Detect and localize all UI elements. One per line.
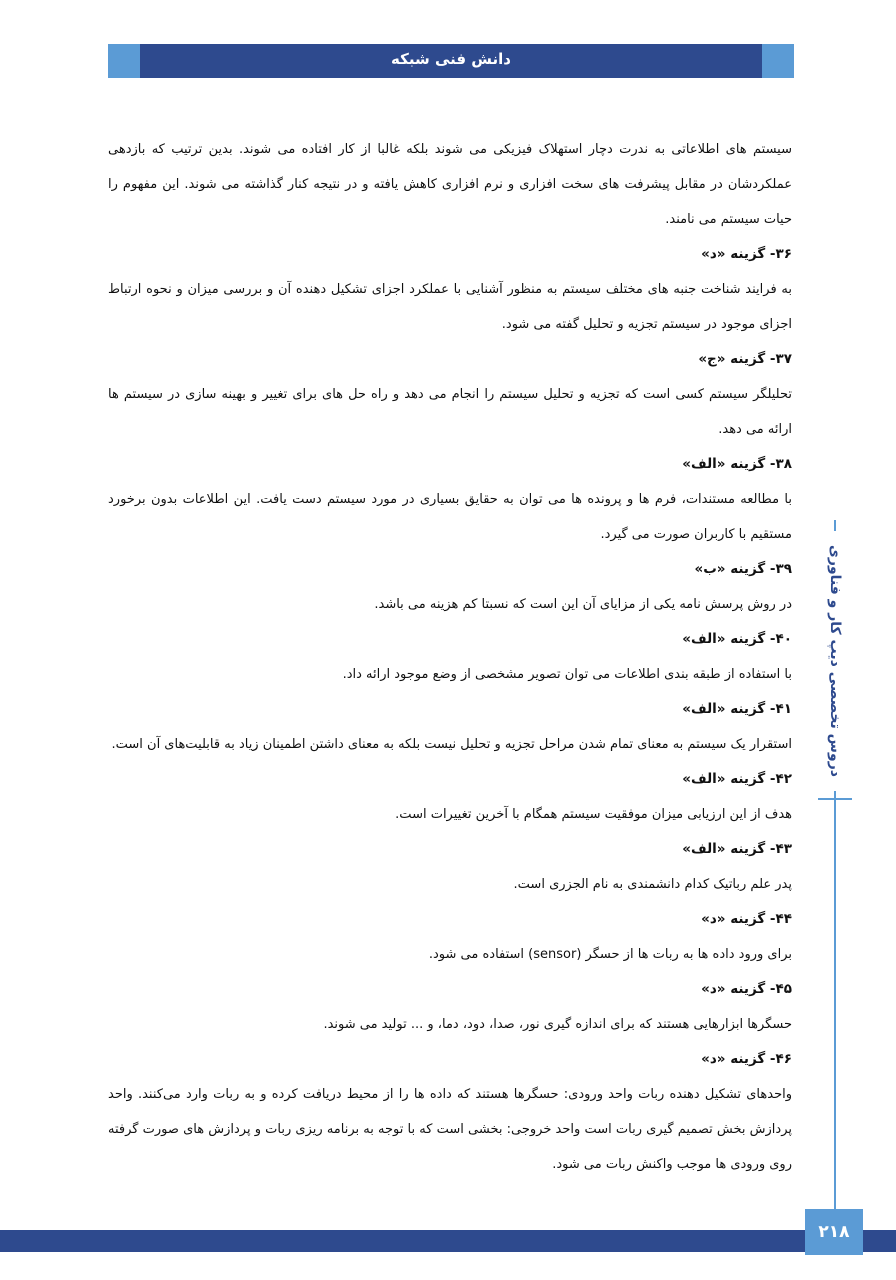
header-main-band: [140, 44, 762, 78]
paragraph: تحلیلگر سیستم کسی است که تجزیه و تحلیل سیستم را انجام می دهد و راه حل های برای تغییر و بهینه سازی در سیستم ها ارائه می دهد.: [108, 387, 792, 437]
header-bar: [108, 44, 794, 78]
answer-content: [108, 132, 792, 1182]
answer-heading-46: ۴۶- گزینه «د»: [701, 1051, 792, 1067]
paragraph: سیستم های اطلاعاتی به ندرت دچار استهلاک فیزیکی می شوند بلکه غالبا از کار افتاده می شوند. بدین ترتیب که بازدهی عملکردشان در مقابل پیشرفت های سخت افزاری و نرم افزاری کاهش یافته و در نتیجه کنار گذاشته می شوند. این مفهوم را حیات سیستم می نامند.: [108, 142, 792, 227]
answer-heading-39: ۳۹- گزینه «ب»: [694, 561, 792, 577]
paragraph: هدف از این ارزیابی میزان موفقیت سیستم همگام با آخرین تغییرات است.: [395, 807, 792, 822]
answer-heading-42: ۴۲- گزینه «الف»: [682, 771, 792, 787]
answer-heading-44: ۴۴- گزینه «د»: [701, 911, 792, 927]
answer-heading-45: ۴۵- گزینه «د»: [701, 981, 792, 997]
answer-heading-38: ۳۸- گزینه «الف»: [682, 456, 792, 472]
answer-heading-37: ۳۷- گزینه «ج»: [698, 351, 792, 367]
answer-heading-41: ۴۱- گزینه «الف»: [682, 701, 792, 717]
page-number: ۲۱۸: [805, 1209, 863, 1255]
answer-heading-40: ۴۰- گزینه «الف»: [682, 631, 792, 647]
footer-bar: [0, 1230, 896, 1252]
header-right-accent: [762, 44, 794, 78]
paragraph: واحدهای تشکیل دهنده ربات واحد ورودی: حسگرها هستند که داده ها را از محیط دریافت کرده و به ربات وارد می‌کنند. واحد پردازش بخش تصمیم گیری ربات است واحد خروجی: بخشی است که با توجه به برنامه ریزی ربات و پردازش های صورت گرفته روی ورودی ها موجب واکنش ربات می شود.: [108, 1087, 792, 1172]
answer-heading-36: ۳۶- گزینه «د»: [701, 246, 792, 262]
answer-heading-43: ۴۳- گزینه «الف»: [682, 841, 792, 857]
header-title: دانش فنی شبکه: [391, 50, 511, 68]
side-section-label: دروس تخصصی دیپ کار و فناوری: [822, 531, 848, 791]
paragraph: با مطالعه مستندات، فرم ها و پرونده ها می توان به حقایق بسیاری در مورد سیستم دست یافت. این اطلاعات بدون برخورد مستقیم با کاربران صورت می گیرد.: [108, 492, 792, 542]
paragraph: حسگرها ابزارهایی هستند که برای اندازه گیری نور، صدا، دود، دما، و ... تولید می شوند.: [323, 1017, 792, 1032]
side-divider-tick: [818, 798, 852, 800]
paragraph: استقرار یک سیستم به معنای تمام شدن مراحل تجزیه و تحلیل نیست بلکه به معنای داشتن اطمینان زیاد به قابلیت‌های آن است.: [111, 737, 792, 752]
paragraph: با استفاده از طبقه بندی اطلاعات می توان تصویر مشخصی از وضع موجود ارائه داد.: [342, 667, 792, 682]
header-left-accent: [108, 44, 140, 78]
paragraph: در روش پرسش نامه یکی از مزایای آن این است که نسبتا کم هزینه می باشد.: [374, 597, 792, 612]
paragraph: برای ورود داده ها به ربات ها از حسگر (sensor) استفاده می شود.: [428, 947, 792, 962]
paragraph: به فرایند شناخت جنبه های مختلف سیستم به منظور آشنایی با عملکرد اجزای تشکیل دهنده آن و بررسی میزان و نحوه ارتباط اجزای موجود در سیستم تجزیه و تحلیل گفته می شود.: [108, 282, 792, 332]
paragraph: پدر علم رباتیک کدام دانشمندی به نام الجزری است.: [513, 877, 792, 892]
